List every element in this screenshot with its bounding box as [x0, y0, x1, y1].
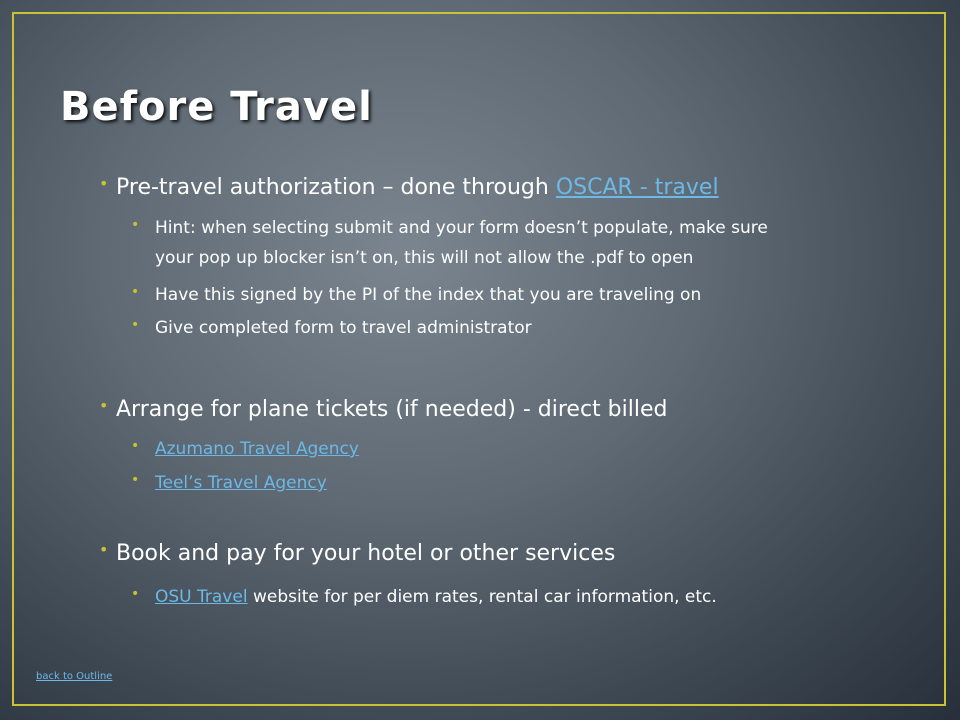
bullet-icon: • [131, 217, 140, 233]
sub-bullet-text: Hint: when selecting submit and your form doesn’t populate, make sure [155, 218, 768, 238]
bullet-icon: • [131, 317, 140, 333]
slide-title: Before Travel [60, 84, 373, 130]
teels-travel-link[interactable]: Teel’s Travel Agency [155, 473, 327, 493]
sub-bullet-text: Have this signed by the PI of the index that you are traveling on [155, 285, 702, 305]
bullet-book-hotel [99, 540, 616, 566]
bullet-icon: • [99, 396, 109, 415]
bullet-icon: • [131, 438, 140, 454]
bullet-text: Arrange for plane tickets (if needed) - direct billed [116, 397, 668, 422]
sub-bullet-text: Give completed form to travel administrator [155, 318, 532, 338]
sub-bullet-text: your pop up blocker isn’t on, this will not allow the .pdf to open [155, 248, 694, 268]
sub-bullet-text: website for per diem rates, rental car information, etc. [247, 587, 717, 607]
sub-bullet-hint-line-1 [131, 217, 768, 238]
bullet-pre-travel-authorization [99, 174, 719, 200]
bullet-text: Book and pay for your hotel or other services [116, 541, 616, 566]
sub-bullet-osu-travel [131, 586, 717, 607]
sub-bullet-hint-line-2 [155, 248, 693, 268]
oscar-travel-link[interactable]: OSCAR - travel [555, 175, 719, 200]
bullet-icon: • [131, 586, 140, 602]
sub-bullet-give-completed-form [131, 317, 532, 338]
bullet-text: Pre-travel authorization – done through [116, 175, 556, 200]
azumano-travel-link[interactable]: Azumano Travel Agency [155, 439, 359, 459]
sub-bullet-teels [131, 472, 327, 493]
osu-travel-link[interactable]: OSU Travel [155, 587, 248, 607]
bullet-plane-tickets [99, 396, 668, 422]
bullet-icon: • [99, 540, 109, 559]
sub-bullet-signed-by-pi [131, 284, 702, 305]
back-to-outline-link[interactable]: back to Outline [36, 671, 113, 682]
bullet-icon: • [131, 472, 140, 488]
sub-bullet-azumano [131, 438, 359, 459]
bullet-icon: • [131, 284, 140, 300]
bullet-icon: • [99, 174, 109, 193]
